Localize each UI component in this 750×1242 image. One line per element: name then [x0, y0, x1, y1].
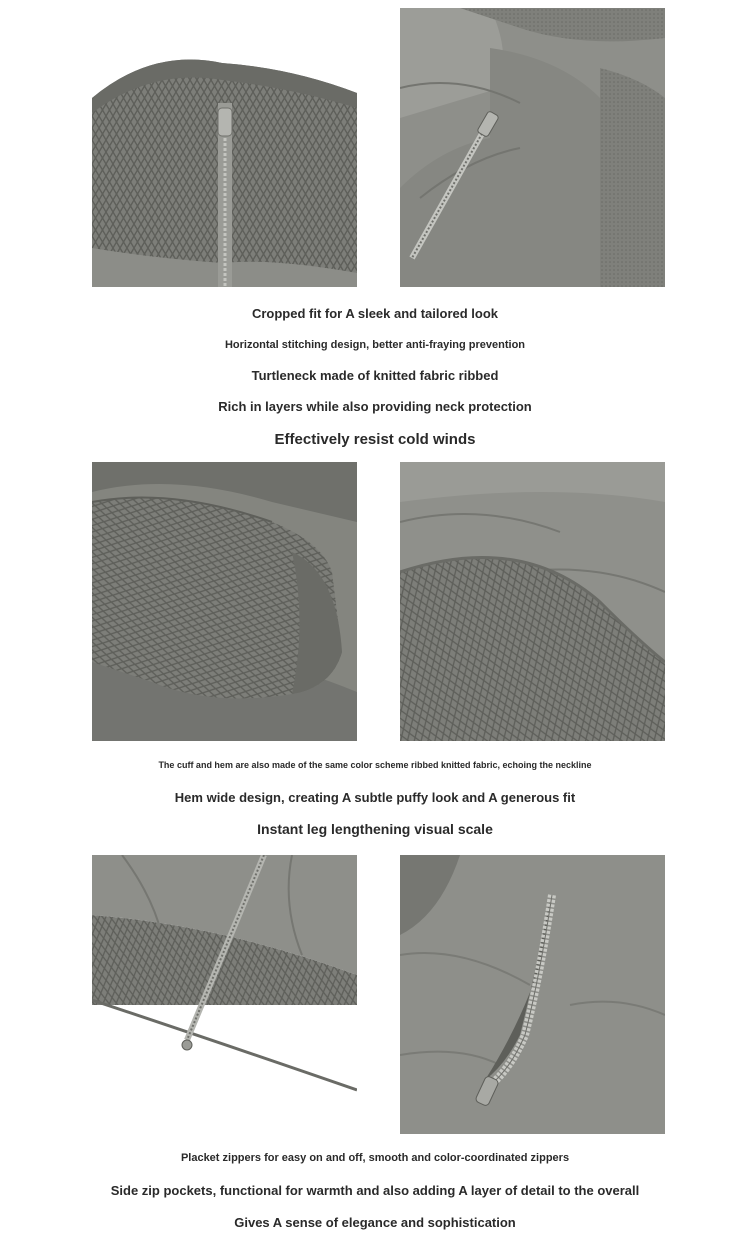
heading-resist-cold-winds: Effectively resist cold winds [274, 431, 476, 448]
placket-zipper-hem-photo [92, 855, 357, 1134]
caption-rich-layers: Rich in layers while also providing neck protection [218, 399, 532, 414]
ribbed-cuff-photo [92, 462, 357, 741]
caption-horizontal-stitching: Horizontal stitching design, better anti-fraying prevention [224, 339, 526, 351]
caption-elegance: Gives A sense of elegance and sophistication [234, 1215, 516, 1230]
side-zip-pocket-photo [400, 855, 665, 1134]
caption-placket-zippers: Placket zippers for easy on and off, smooth and color-coordinated zippers [180, 1152, 570, 1164]
knit-collar-zipper-photo [92, 8, 357, 287]
caption-cropped-fit: Cropped fit for A sleek and tailored look [251, 306, 499, 321]
heading-leg-lengthening: Instant leg lengthening visual scale [257, 821, 493, 837]
chest-zip-pocket-photo [400, 8, 665, 287]
caption-side-zip-pockets: Side zip pockets, functional for warmth and also adding A layer of detail to the overall [110, 1183, 640, 1198]
caption-hem-wide: Hem wide design, creating A subtle puffy look and A generous fit [174, 790, 576, 805]
caption-cuff-hem: The cuff and hem are also made of the same color scheme ribbed knitted fabric, echoing the neckline [158, 760, 592, 770]
ribbed-hem-photo [400, 462, 665, 741]
caption-turtleneck: Turtleneck made of knitted fabric ribbed [251, 368, 499, 383]
